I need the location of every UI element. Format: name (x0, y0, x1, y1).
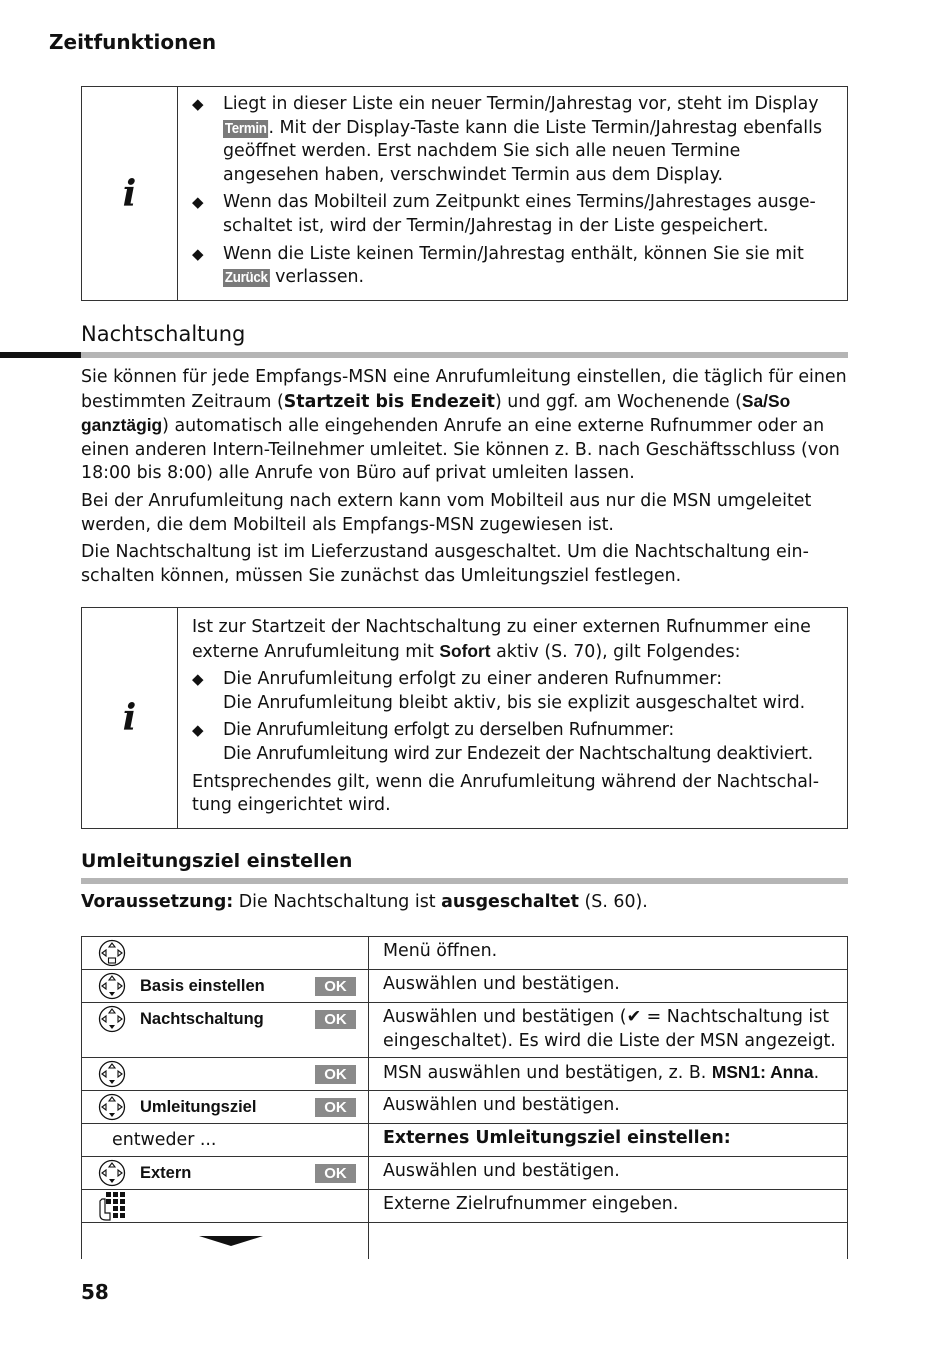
info-bullet: ◆ Wenn das Mobilteil zum Zeitpunkt eines Termins/Jahrestages ausge-schaltet ist, wird der Termin/Jahrestag in der Liste gespeichert. (192, 191, 837, 238)
info-bullet: ◆ Die Anrufumleitung erfolgt zu einer anderen Rufnummer: Die Anrufumleitung bleibt aktiv, bis sie explizit ausgeschaltet wird. (192, 668, 837, 715)
info-bullet: ◆ Wenn die Liste keinen Termin/Jahrestag enthält, können Sie sie mit Zurück verlassen. (192, 243, 837, 290)
table-row (82, 1091, 848, 1124)
table-row (82, 1124, 848, 1157)
menu-item-label: Umleitungsziel (140, 1097, 257, 1116)
ok-key: OK (315, 1098, 356, 1117)
diamond-bullet-icon: ◆ (192, 244, 204, 263)
diamond-bullet-icon: ◆ (192, 721, 204, 740)
info-bullet: ◆ Liegt in dieser Liste ein neuer Termin/Jahrestag vor, steht im Display Termin . Mit der Display-Taste kann die Liste Termin/Jahrestag ebenfalls geöffnet werden. Erst nachdem Sie sich alle neuen Termine angesehen haben, verschwindet Termin aus dem Display. (192, 93, 837, 187)
page-number: 58 (81, 1280, 109, 1304)
ok-key: OK (315, 1065, 356, 1084)
step-action: Externe Zielrufnummer eingeben. (369, 1190, 848, 1223)
info-paragraph: Ist zur Startzeit der Nachtschaltung zu einer externen Rufnummer eine externe Anrufumleitung mit Sofort aktiv (S. 70), gilt Folgendes: (192, 617, 811, 662)
intro-paragraph: Bei der Anrufumleitung nach extern kann vom Mobilteil aus nur die MSN umgeleitet werden, die dem Mobilteil als Empfangs-MSN zugewiesen ist. (81, 490, 812, 535)
menu-item-label: Extern (140, 1163, 192, 1182)
ok-key: OK (315, 1164, 356, 1183)
page-header-title: Zeitfunktionen (49, 30, 217, 54)
menu-item-label: Basis einstellen (140, 976, 265, 995)
step-action: Auswählen und bestätigen. (369, 970, 848, 1003)
table-row (82, 1157, 848, 1190)
table-row (82, 1223, 848, 1259)
nav-key-updown-icon (98, 972, 126, 1000)
subsection-rule (81, 878, 848, 884)
keypad-icon (96, 1189, 130, 1223)
info-bullet: ◆ Die Anrufumleitung erfolgt zu derselben Rufnummer: Die Anrufumleitung wird zur Endezeit der Nachtschaltung deaktiviert. (192, 719, 837, 766)
check-mark-icon: ✔ (626, 1007, 642, 1027)
intro-paragraph: Sie können für jede Empfangs-MSN eine Anrufumleitung einstellen, die täglich für einen bestimmten Zeitraum (Startzeit bis Endezeit) und ggf. am Wochenende (Sa/So ganztägig) automatisch alle eingehenden Anrufe an eine externe Rufnummer oder an einen anderen Intern-Teilnehmer umleitet. Sie können z. B. nach Geschäftsschluss (von 18:00 bis 8:00) alle Anrufe von Büro auf privat umleiten lassen. (81, 367, 847, 484)
nav-key-updown-icon (98, 1159, 126, 1187)
table-row (82, 1190, 848, 1223)
ok-key: OK (315, 977, 356, 996)
table-row (82, 1003, 848, 1058)
table-row (82, 937, 848, 970)
nav-key-updown-icon (98, 1005, 126, 1033)
section-rule (81, 352, 848, 358)
steps-table (81, 936, 848, 1259)
prerequisite-text: Voraussetzung: Die Nachtschaltung ist ausgeschaltet (S. 60). (81, 892, 648, 912)
table-row (82, 1058, 848, 1091)
section-title: Nachtschaltung (81, 322, 246, 346)
display-key-zurueck: Zurück (224, 270, 268, 287)
info-paragraph: Entsprechendes gilt, wenn die Anrufumleitung während der Nachtschal-tung eingerichtet wird. (192, 771, 820, 816)
step-action: Auswählen und bestätigen. (369, 1157, 848, 1190)
step-heading: Externes Umleitungsziel einstellen: (369, 1124, 848, 1157)
intro-paragraph: Die Nachtschaltung ist im Lieferzustand ausgeschaltet. Um die Nachtschaltung ein-schalten können, müssen Sie zunächst das Umleitungsziel festlegen. (81, 542, 809, 586)
step-action: Auswählen und bestätigen. (369, 1091, 848, 1124)
info-box (81, 607, 848, 829)
diamond-bullet-icon: ◆ (192, 193, 204, 212)
info-box (81, 86, 848, 301)
menu-item-label: Nachtschaltung (140, 1009, 264, 1028)
step-action: Menü öffnen. (369, 937, 848, 970)
diamond-bullet-icon: ◆ (192, 670, 204, 689)
intro-text (81, 366, 848, 592)
step-action: MSN auswählen und bestätigen, z. B. MSN1: Anna. (369, 1058, 848, 1091)
section-rule-dark (0, 352, 81, 358)
info-icon: i (82, 87, 178, 300)
info-icon: i (82, 608, 178, 828)
nav-key-down-icon (98, 939, 126, 967)
nav-key-updown-icon (98, 1093, 126, 1121)
ok-key: OK (315, 1010, 356, 1029)
down-arrow-icon (199, 1234, 263, 1248)
subsection-title: Umleitungsziel einstellen (81, 850, 353, 872)
step-action: Auswählen und bestätigen (✔ = Nachtschaltung ist eingeschaltet). Es wird die Liste der MSN angezeigt. (369, 1003, 848, 1058)
display-key-termin: Termin (224, 120, 267, 137)
nav-key-updown-icon (98, 1060, 126, 1088)
table-row (82, 970, 848, 1003)
diamond-bullet-icon: ◆ (192, 95, 204, 113)
either-label: entweder ... (112, 1130, 217, 1151)
